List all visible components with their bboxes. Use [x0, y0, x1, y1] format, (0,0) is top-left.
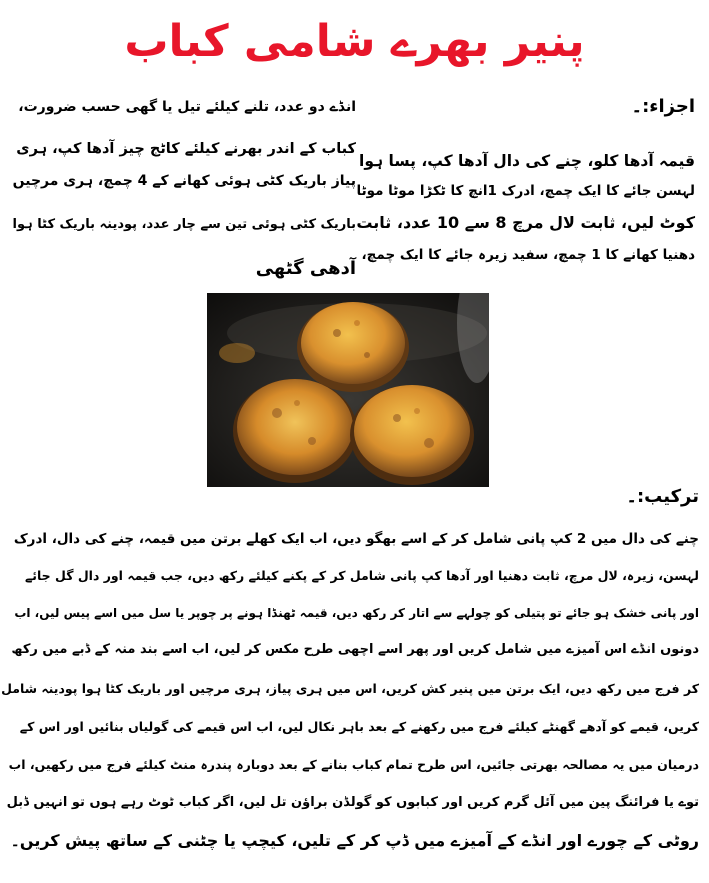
ingredient-line: کباب کے اندر بھرنے کیلئے کاٹج چیز آدھا کپ، ہری — [16, 141, 356, 157]
kebab-photo — [207, 293, 489, 487]
method-line: چنے کی دال میں 2 کپ پانی شامل کر کے اسے بھگو دیں، اب ایک کھلے برتن میں قیمہ، چنے کی دال، ادرک — [13, 531, 699, 547]
ingredients-heading: اجزاء:۔ — [631, 96, 695, 117]
ingredient-line: قیمہ آدھا کلو، چنے کی دال آدھا کپ، پسا ہوا — [359, 152, 695, 170]
method-line: دونوں انڈے اس آمیزے میں شامل کریں اور پھر اسے اچھی طرح مکس کر لیں، اب اسے بند منہ کے ڈبے میں رکھ — [11, 642, 699, 657]
method-line: توے یا فرائنگ پین میں آئل گرم کریں اور کبابوں کو گولڈن براؤن تل لیں، اگر کباب ٹوٹ رہے ہوں تو انہیں ڈبل — [6, 795, 699, 810]
method-section — [0, 484, 699, 874]
ingredient-line: دھنیا کھانے کا 1 چمچ، سفید زیرہ جائے کا ایک چمچ، — [361, 247, 695, 263]
ingredient-line: کوٹ لیں، ثابت لال مرچ 8 سے 10 عدد، ثابت — [356, 213, 695, 232]
method-line: کر فرج میں رکھ دیں، ایک برتن میں پنیر کش کریں، اس میں ہری پیاز، ہری مرچیں اور باریک کٹا ہوا پودینہ شامل — [1, 681, 699, 696]
method-line: لہسن، زیرہ، لال مرچ، ثابت دھنیا اور آدھا کپ پانی شامل کر کے پکنے کیلئے رکھ دیں، جب قیمہ اور دال گل جائے — [24, 568, 699, 583]
kebab-right — [350, 385, 474, 485]
kebab-top — [297, 302, 409, 392]
method-line: روٹی کے چورے اور انڈے کے آمیزے میں ڈپ کر کے تلیں، کیچپ یا چٹنی کے ساتھ پیش کریں۔ — [10, 831, 699, 850]
ingredients-right-column — [350, 94, 695, 284]
ingredient-line: پیاز باریک کٹی ہوئی کھانے کے 4 چمچ، ہری مرچیں — [12, 173, 356, 189]
method-line: اور پانی خشک ہو جائے تو پتیلی کو چولہے سے اتار کر رکھ دیں، قیمہ ٹھنڈا ہونے پر چوپر یا سل میں اسے پیس لیں، اب — [14, 606, 699, 620]
page-title: پنیر بھرے شامی کباب — [124, 16, 585, 67]
kebab-photo-drawing — [207, 293, 489, 487]
ingredient-line: باریک کٹی ہوئی تین سے چار عدد، پودینہ باریک کٹا ہوا — [12, 217, 356, 232]
ingredients-left-column — [8, 94, 356, 284]
ingredient-line: لہسن جائے کا ایک چمچ، ادرک 1انچ کا ٹکڑا موٹا موٹا — [356, 183, 695, 199]
ingredient-line: انڈے دو عدد، تلنے کیلئے تیل یا گھی حسب ضرورت، — [18, 99, 356, 115]
method-heading: ترکیب:۔ — [626, 486, 699, 507]
ingredient-line: آدھی گٹھی — [255, 258, 356, 279]
kebab-left — [233, 379, 357, 483]
method-line: درمیان میں یہ مصالحہ بھرتی جائیں، اس طرح تمام کباب بنانے کے بعد دوبارہ پندرہ منٹ کیلئے فرج میں رکھیں، اب — [8, 757, 699, 772]
method-line: کریں، قیمے کو آدھے گھنٹے کیلئے فرج میں رکھنے کے بعد باہر نکال لیں، اب اس قیمے کی گولیاں بنائیں اور اس کے — [19, 719, 699, 734]
